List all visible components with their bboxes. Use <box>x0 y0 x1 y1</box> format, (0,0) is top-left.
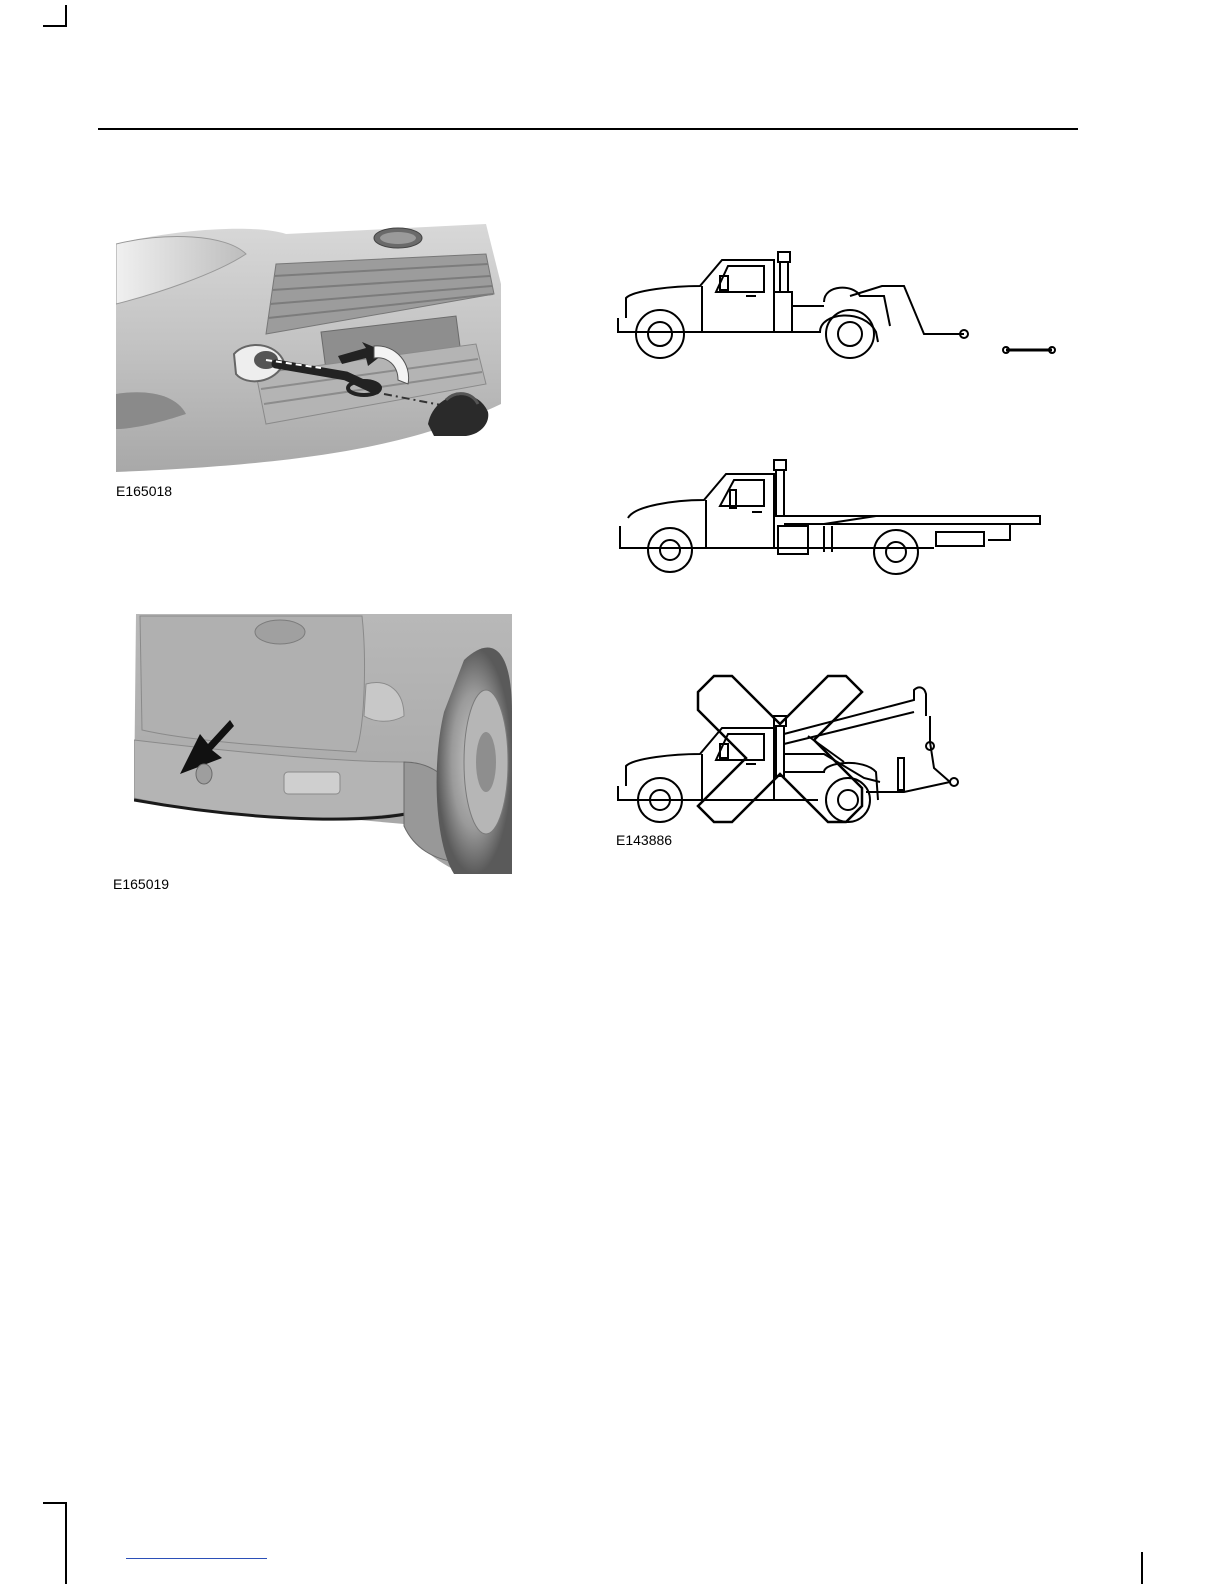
figure-label-rear: E165019 <box>113 876 170 892</box>
footer-link-underline[interactable] <box>126 1558 267 1559</box>
figure-label-tow: E143886 <box>616 832 673 848</box>
front-tow-eye-illustration <box>116 224 501 472</box>
rear-tow-point-illustration <box>134 612 512 874</box>
wheel-lift-tow-truck-illustration <box>614 246 1060 362</box>
figure-label-front: E165018 <box>116 483 173 499</box>
sling-tow-truck-crossed-illustration <box>614 672 966 840</box>
flatbed-tow-truck-illustration <box>614 456 1046 580</box>
header-rule <box>98 128 1078 130</box>
